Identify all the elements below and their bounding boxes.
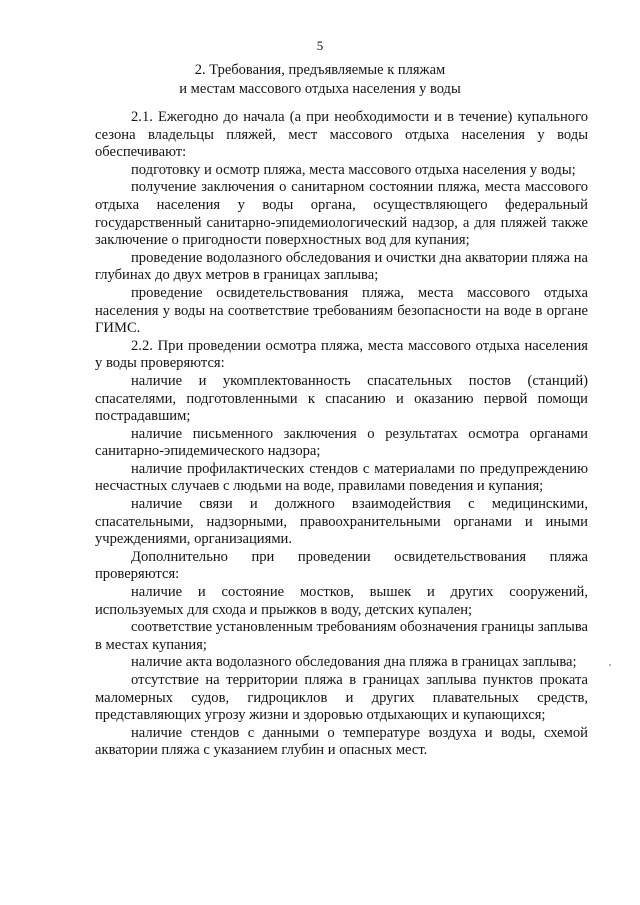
paragraph-diving-survey: проведение водолазного обследования и очистки дна акватории пляжа на глубинах до двух метров в границах заплыва;: [95, 249, 588, 284]
paragraph-communication: наличие связи и должного взаимодействия с медицинскими, спасательными, надзорными, правоохранительными органами и иными учреждениями, организациями.: [95, 496, 588, 548]
document-body: [95, 109, 588, 760]
paragraph-gims-certification: проведение освидетельствования пляжа, места массового отдыха населения у воды на соответствие требованиям безопасности на воде в органе ГИМС.: [95, 284, 588, 337]
section-title: [150, 61, 490, 99]
paragraph-2-1-intro: 2.1. Ежегодно до начала (а при необходимости и в течение) купального сезона владельцы пляжей, мест массового отдыха населения у воды обеспечивают:: [95, 109, 588, 161]
paragraph-additional-intro: Дополнительно при проведении освидетельствования пляжа проверяются:: [95, 548, 588, 583]
paragraph-bridges-towers: наличие и состояние мостков, вышек и других сооружений, используемых для схода и прыжков в воду, детских купален;: [95, 584, 588, 618]
section-title-line-2: и местам массового отдыха населения у воды: [179, 81, 461, 97]
paragraph-prevention-stands: наличие профилактических стендов с материалами по предупреждению несчастных случаев с людьми на воде, правилами поведения и купания;: [95, 460, 588, 495]
paragraph-temperature-stands: наличие стендов с данными о температуре воздуха и воды, схемой акватории пляжа с указанием глубин и опасных мест.: [95, 724, 588, 759]
paragraph-rescue-posts: наличие и укомплектованность спасательных постов (станций) спасателями, подготовленными к спасанию и оказанию первой помощи пострадавшим;: [95, 372, 588, 425]
paragraph-rental-points: отсутствие на территории пляжа в границах заплыва пунктов проката маломерных судов, гидроциклов и других плавательных средств, представляющих угрозу жизни и здоровью отдыхающих и купающихся;: [95, 672, 588, 724]
paragraph-swim-boundary: соответствие установленным требованиям обозначения границы заплыва в местах купания;: [95, 619, 588, 653]
page-number: 5: [316, 38, 324, 53]
scan-speck: [609, 664, 611, 666]
paragraph-written-conclusion: наличие письменного заключения о результатах осмотра органами санитарно-эпидемического надзора;: [95, 425, 588, 460]
paragraph-2-2-intro: 2.2. При проведении осмотра пляжа, места массового отдыха населения у воды проверяются:: [95, 337, 588, 372]
paragraph-beach-inspection: подготовку и осмотр пляжа, места массового отдыха населения у воды;: [131, 161, 576, 178]
paragraph-sanitary-conclusion: получение заключения о санитарном состоянии пляжа, места массового отдыха населения у воды органа, осуществляющего федеральный государственный санитарно-эпидемиологический надзор, а для пляжей также заключение о пригодности поверхностных вод для купания;: [95, 179, 588, 249]
section-title-line-1: 2. Требования, предъявляемые к пляжам: [194, 62, 446, 78]
paragraph-diving-act: наличие акта водолазного обследования дна пляжа в границах заплыва;: [131, 654, 577, 671]
